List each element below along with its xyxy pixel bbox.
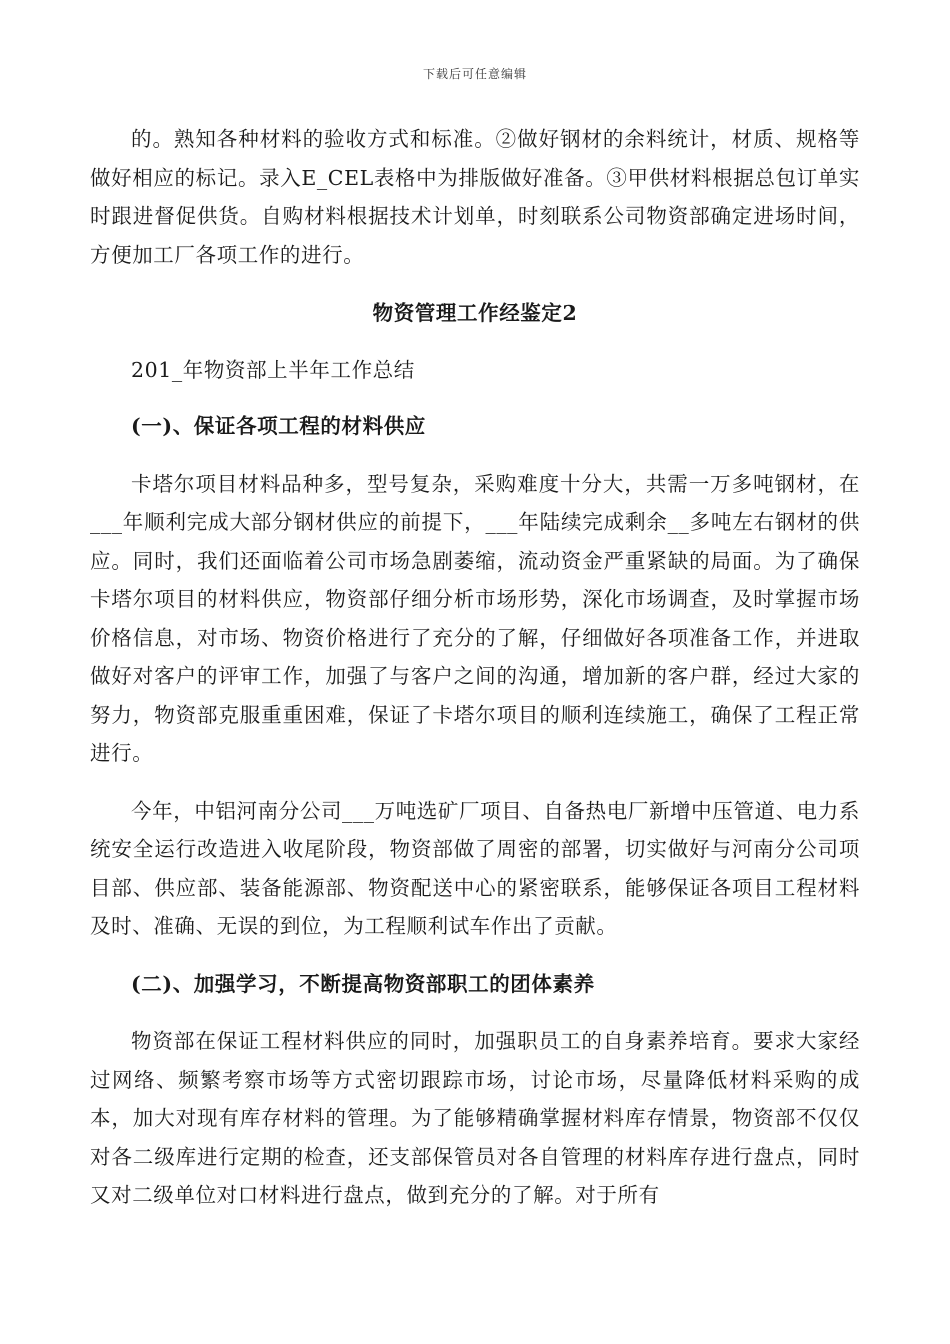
- section1-paragraph-1: 卡塔尔项目材料品种多，型号复杂，采购难度十分大，共需一万多吨钢材，在___年顺利完成大部分钢材供应的前提下，___年陆续完成剩余__多吨左右钢材的供应。同时，我们还面临着公司市场急剧萎缩，流动资金严重紧缺的局面。为了确保卡塔尔项目的材料供应，物资部仔细分析市场形势，深化市场调查，及时掌握市场价格信息，对市场、物资价格进行了充分的了解，仔细做好各项准备工作，并进取做好对客户的评审工作，加强了与客户之间的沟通，增加新的客户群，经过大家的努力，物资部克服重重困难，保证了卡塔尔项目的顺利连续施工，确保了工程正常进行。: [90, 471, 860, 765]
- section1-paragraph-2: 今年，中铝河南分公司___万吨选矿厂项目、自备热电厂新增中压管道、电力系统安全运行改造进入收尾阶段，物资部做了周密的部署，切实做好与河南分公司项目部、供应部、装备能源部、物资配送中心的紧密联系，能够保证各项目工程材料及时、准确、无误的到位，为工程顺利试车作出了贡献。: [90, 798, 860, 938]
- document-body: [90, 120, 860, 1215]
- document-subtitle: 201_年物资部上半年工作总结: [131, 357, 415, 382]
- document-title: 物资管理工作经鉴定2: [372, 301, 578, 325]
- section2-paragraph-1: 物资部在保证工程材料供应的同时，加强职员工的自身素养培育。要求大家经过网络、频繁考察市场等方式密切跟踪市场，讨论市场，尽量降低材料采购的成本，加大对现有库存材料的管理。为了能够精确掌握材料库存情景，物资部不仅仅对各二级库进行定期的检查，还支部保管员对各自管理的材料库存进行盘点，同时又对二级单位对口材料进行盘点，做到充分的了解。对于所有: [90, 1029, 860, 1207]
- section2-heading: (二)、加强学习，不断提高物资部职工的团体素养: [131, 971, 595, 996]
- intro-paragraph: 的。熟知各种材料的验收方式和标准。②做好钢材的余料统计，材质、规格等做好相应的标记。录入E_CEL表格中为排版做好准备。③甲供材料根据总包订单实时跟进督促供货。自购材料根据技术计划单，时刻联系公司物资部确定进场时间，方便加工厂各项工作的进行。: [90, 127, 860, 267]
- page-header-note: 下载后可任意编辑: [422, 67, 527, 81]
- section1-heading: (一)、保证各项工程的材料供应: [131, 414, 426, 438]
